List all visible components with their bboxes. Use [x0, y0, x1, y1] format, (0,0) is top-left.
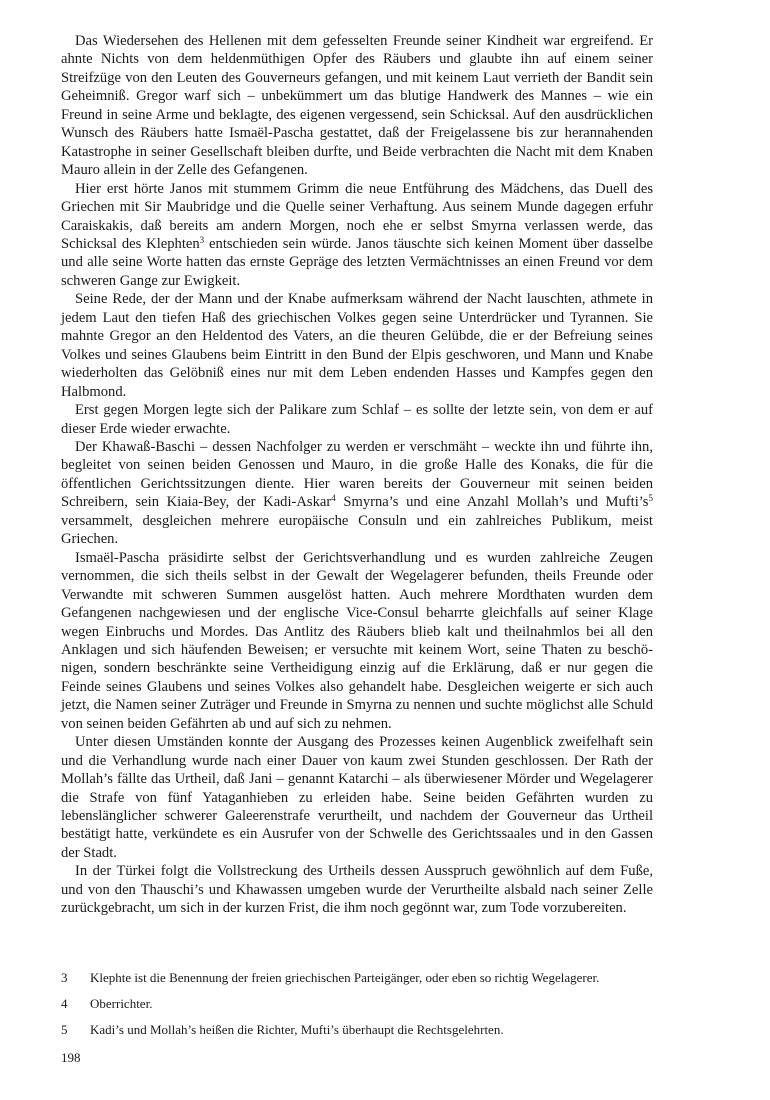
footnotes	[61, 970, 653, 1048]
paragraph	[61, 733, 653, 862]
paragraph-text: Seine Rede, der der Mann und der Knabe aufmerksam während der Nacht lauschten, athmete in jedem Laut den tiefen Haß des griechischen Volkes gegen seine Unterdrücker und Tyrannen. Sie mahnte Gregor an den Heldentod des Vaters, an die theuren Gelübde, die er der Befreiung seines Volkes und seines Glaubens beim Eintritt in den Bund der Elpis geschworen, und Mann und Knabe wiederholten das Gelöbniß eines nur mit dem Leben endenden Hasses und Kampfes gegen den Halbmond.	[61, 291, 653, 400]
footnote-number: 4	[61, 996, 68, 1011]
footnote-text: Klephte ist die Benennung der freien griechischen Parteigänger, oder eben so richtig Wegelagerer.	[90, 970, 600, 985]
paragraph-text: Der Khawaß-Baschi – dessen Nachfolger zu werden er verschmäht – weckte ihn und führte ihn, begleitet von seinen beiden Genossen und Mauro, in die große Halle des Konaks, die für die öffentlichen Gerichtssitzungen diente. Hier waren bereits der Gouverneur mit seinen beiden Schreibern, sein Kiaia-Bey, der Kadi-Askar	[61, 438, 653, 511]
paragraph-text: Erst gegen Morgen legte sich der Palikare zum Schlaf – es sollte der letzte sein, von dem er auf dieser Erde wieder erwachte.	[61, 402, 653, 437]
page-body	[61, 32, 653, 918]
footnote-reference: 3	[199, 234, 205, 245]
paragraph	[61, 290, 653, 401]
paragraph	[61, 438, 653, 549]
paragraph-text: versammelt, desgleichen mehrere europäische Consuln und ein zahlreiches Publikum, meist Griechen.	[61, 512, 653, 548]
footnote-text: Kadi’s und Mollah’s heißen die Richter, Mufti’s überhaupt die Rechtsgelehrten.	[90, 1022, 504, 1037]
footnote-reference: 5	[648, 493, 653, 504]
paragraph-text: Unter diesen Umständen konnte der Ausgang des Prozesses keinen Augenblick zweifelhaft sein und die Verhandlung wurde nach einer Dauer von kaum zwei Stunden geschlossen. Der Rath der Mollah’s fällte das Urtheil, daß Jani – genannt Katarchi – als überwiesener Mörder und Wegelagerer die Strafe von fünf Yataganhieben zu erleiden habe. Seine beiden Gefährten wurden zu lebenslänglicher schwerer Galeerenstrafe verurtheilt, und nachdem der Gouverneur das Urtheil bestätigt hatte, verkündete es ein Ausrufer von der Schwelle des Gerichtssaales und in den Gassen der Stadt.	[61, 734, 653, 861]
paragraph-text: Das Wiedersehen des Hellenen mit dem gefesselten Freunde seiner Kindheit war ergreifend. Er ahnte Nichts von dem heldenmüthigen Opfer des Räubers und glaubte ihn auf einem seiner Streifzüge von den Leuten des Gouverneurs gefangen, und mit keinem Laut verrieth der Bandit sein Geheimniß. Gregor warf sich – unbekümmert um das blutige Handwerk des Mannes – wie ein Freund in seine Arme und beklagte, des eigenen vergessend, sein Schicksal. Auf den ausdrücklichen Wunsch des Räubers hatte Ismaël-Pascha gestattet, daß der Freigelassene bis zur herannahenden Katastrophe in seiner Gesellschaft bleiben durfte, und Beide verbrachten die Nacht mit dem Knaben Mauro allein in der Zelle des Gefangenen.	[61, 33, 653, 179]
paragraph-text: In der Türkei folgt die Vollstreckung des Urtheils dessen Ausspruch gewöhnlich auf dem Fuße, und von den Thauschi’s und Khawassen umgeben wurde der Verurtheilte alsbald nach seiner Zelle zurückgebracht, um sich in der kurzen Frist, die ihm noch gegönnt war, zum Tode vorzubereiten.	[61, 863, 653, 917]
footnote-text: Oberrichter.	[90, 996, 153, 1011]
body-text	[61, 32, 653, 918]
footnote	[61, 996, 653, 1012]
footnote-number: 5	[61, 1022, 68, 1037]
paragraph	[61, 862, 653, 917]
paragraph-text: Ismaël-Pascha präsidirte selbst der Gerichtsverhandlung und es wurden zahlreiche Zeugen vernommen, die sich theils selbst in der Gewalt der Wegelagerer befunden, theils Freunde oder Verwandte mit schweren Summen ausgelöst hatten. Auch mehrere Mordthaten wurden dem Gefangenen nachgewiesen und der englische Vice-Consul beharrte gleichfalls auf seiner Klage wegen Einbruchs und Mordes. Das Antlitz des Räubers blieb kalt und theilnahmlos bei all den Anklagen und sich häufenden Beweisen; er versuchte mit keinem Wort, seine Thaten zu beschönigen, sondern beschränkte seine Vertheidigung einzig auf die Erklärung, daß er nur gegen die Feinde seines Glaubens und seines Volkes also gehandelt habe. Desgleichen weigerte er sich auch jetzt, die Namen seiner Zuträger und Freunde in Smyrna zu nennen und suchte möglichst alle Schuld von seinen beiden Gefährten ab und auf sich zu nehmen.	[61, 549, 653, 732]
paragraph	[61, 549, 653, 734]
paragraph	[61, 32, 653, 180]
footnote-reference: 4	[331, 493, 336, 504]
paragraph-text: entschieden sein würde. Janos täuschte sich keinen Moment über dasselbe und alle seine Worte hatten das ernste Gepräge des letzten Vermächtnisses an einen Freund vor dem schweren Gange zur Ewigkeit.	[61, 235, 653, 289]
paragraph-text: Smyrna’s und eine Anzahl Mollah’s und Mufti’s	[335, 494, 649, 511]
page-number: 198	[61, 1050, 81, 1065]
paragraph	[61, 180, 653, 291]
paragraph	[61, 401, 653, 438]
footnote	[61, 1022, 653, 1038]
footnote	[61, 970, 653, 986]
footnote-number: 3	[61, 970, 68, 985]
paragraph-text: Hier erst hörte Janos mit stummem Grimm die neue Entführung des Mädchens, das Duell des Griechen mit Sir Maubridge und die Quelle seiner Verhaftung. Aus seinem Munde dagegen erfuhr Caraiskakis, daß bereits am andern Morgen, noch ehe er selbst Smyrna verlassen werde, das Schicksal des Klephten	[61, 180, 653, 252]
